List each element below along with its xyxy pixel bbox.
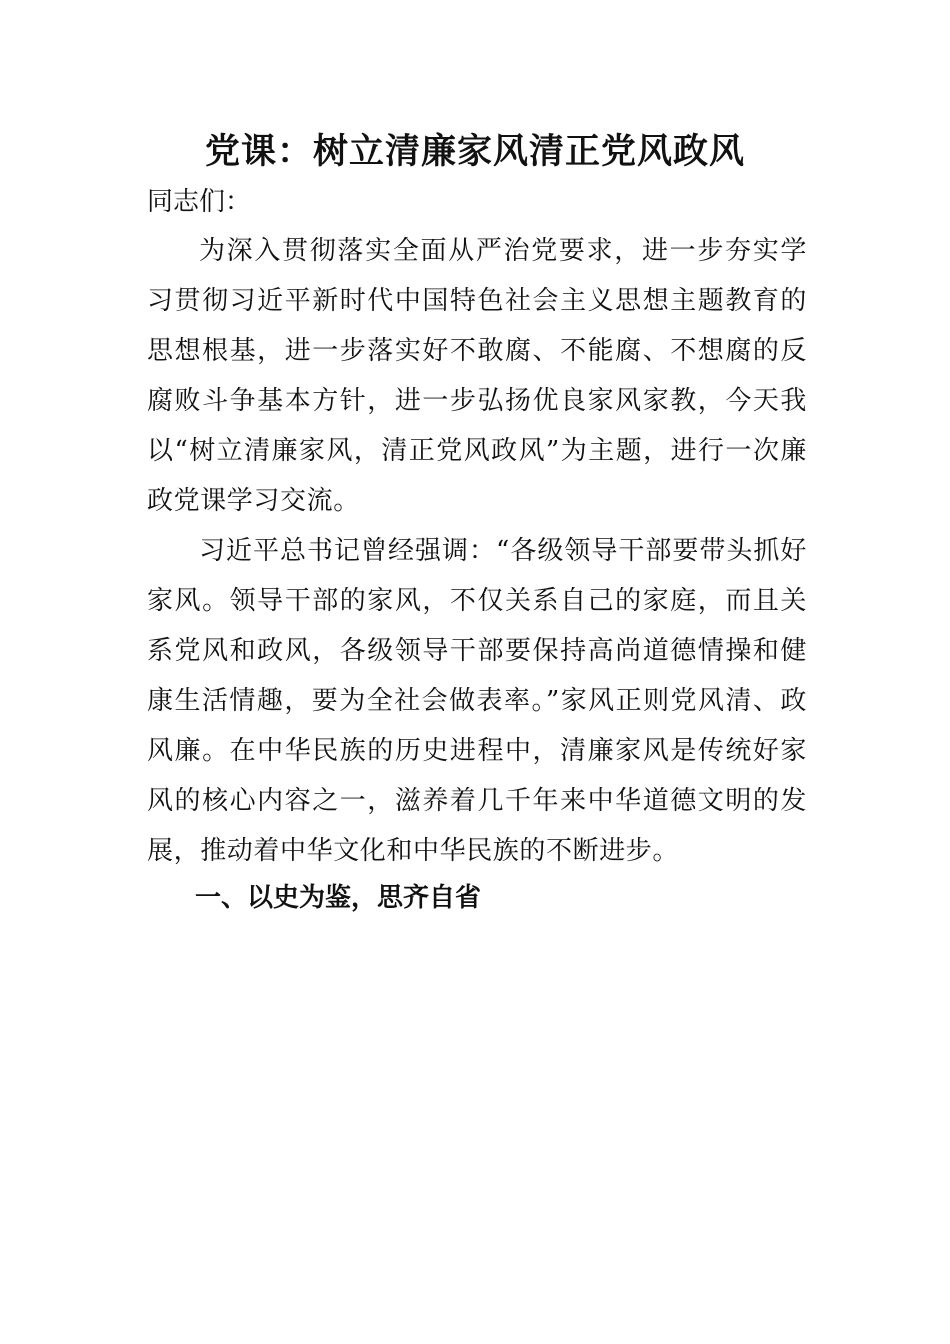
paragraph-intro: 为深入贯彻落实全面从严治党要求，进一步夯实学习贯彻习近平新时代中国特色社会主义思想主题教育的思想根基，进一步落实好不敢腐、不能腐、不想腐的反腐败斗争基本方针，进一步弘扬优良家风家教，今天我以“树立清廉家风，清正党风政风”为主题，进行一次廉政党课学习交流。 (147, 236, 807, 516)
paragraph-quote: 习近平总书记曾经强调：“各级领导干部要带头抓好家风。领导干部的家风，不仅关系自己的家庭，而且关系党风和政风，各级领导干部要保持高尚道德情操和健康生活情趣，要为全社会做表率。”家风正则党风清、政风廉。在中华民族的历史进程中，清廉家风是传统好家风的核心内容之一，滋养着几千年来中华道德文明的发展，推动着中华文化和中华民族的不断进步。 (147, 536, 807, 866)
section-heading: 一、以史为鉴，思齐自省 (195, 883, 482, 913)
document-title: 党课：树立清廉家风清正党风政风 (204, 132, 745, 172)
salutation: 同志们： (147, 187, 252, 217)
